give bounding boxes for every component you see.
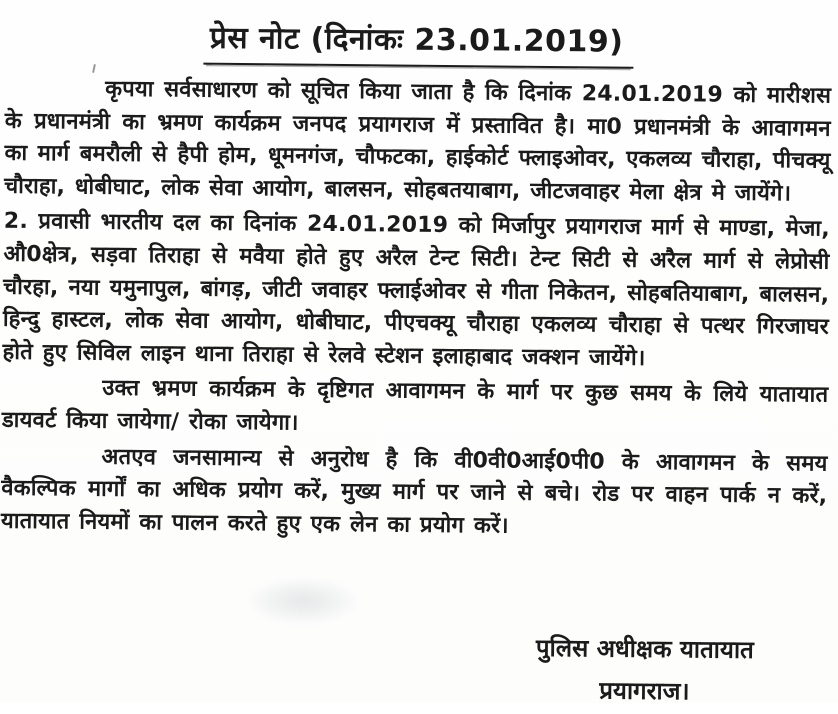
paragraph-pm-route: कृपया सर्वसाधारण को सूचित किया जाता है कि दिनांक 24.01.2019 को मारीशस के प्रधानमंत्री का भ्रमण कार्यक्रम जनपद प्रयागराज में प्रस्तावित है। मा0 प्रधानमंत्री के आवागमन का मार्ग बमरौली से हैपी होम, धूमनगंज, चौफटका, हाईकोर्ट फ्लाइओवर, एकलव्य चौराहा, पीचक्यू चौराहा, धोबीघाट, लोक सेवा आयोग, बालसन, सोहबतयाबाग, जीटजवाहर मेला क्षेत्र मे जायेंगे। (4, 76, 832, 207)
press-note-body (1, 73, 831, 546)
paragraph-public-request: अतएव जनसामान्य से अनुरोध है कि वी0वी0आई0पी0 के आवागमन के समय वैकल्पिक मार्गों का अधिक प्रयोग करें, मुख्य मार्ग पर जाने से बचे। रोड पर वाहन पार्क न करें, यातायात नियमों का पालन करते हुए एक लेन का प्रयोग करें। (0, 444, 828, 539)
press-note-title: प्रेस नोट (दिनांकः 23.01.2019) (204, 16, 634, 69)
signature-block (535, 627, 754, 713)
title-row (5, 14, 831, 71)
signature-location: प्रयागराज। (599, 676, 690, 706)
signature-designation: पुलिस अधीक्षक यातायात (535, 634, 754, 665)
paragraph-traffic-diversion-notice: उक्त भ्रमण कार्यक्रम के दृष्टिगत आवागमन के मार्ग पर कुछ समय के लिये यातायात डायवर्ट किया जायेगा/ रोका जायेगा। (1, 376, 829, 436)
paragraph-pravasi-dal-route: 2. प्रवासी भारतीय दल का दिनांक 24.01.2019 को मिर्जापुर प्रयागराज मार्ग से माण्डा, मेजा, औ0क्षेत्र, सड़वा तिराहा से मवैया होते हुए अरैल टेन्ट सिटी। टेन्ट सिटी से अरैल मार्ग से लेप्रोसी चौरहा, नया यमुनापुल, बांगड़, जीटी जवाहर फ्लाईओवर से गीता निकेतन, सोहबतियाबाग, बालसन, हिन्दु हास्टल, लोक सेवा आयोग, धोबीघाट, पीएचक्यू चौराहा एकलव्य चौराहा से पत्थर गिरजाघर होते हुए सिविल लाइन थाना तिराहा से रेलवे स्टेशन इलाहाबाद जक्शन जायेंगे। (2, 209, 830, 371)
